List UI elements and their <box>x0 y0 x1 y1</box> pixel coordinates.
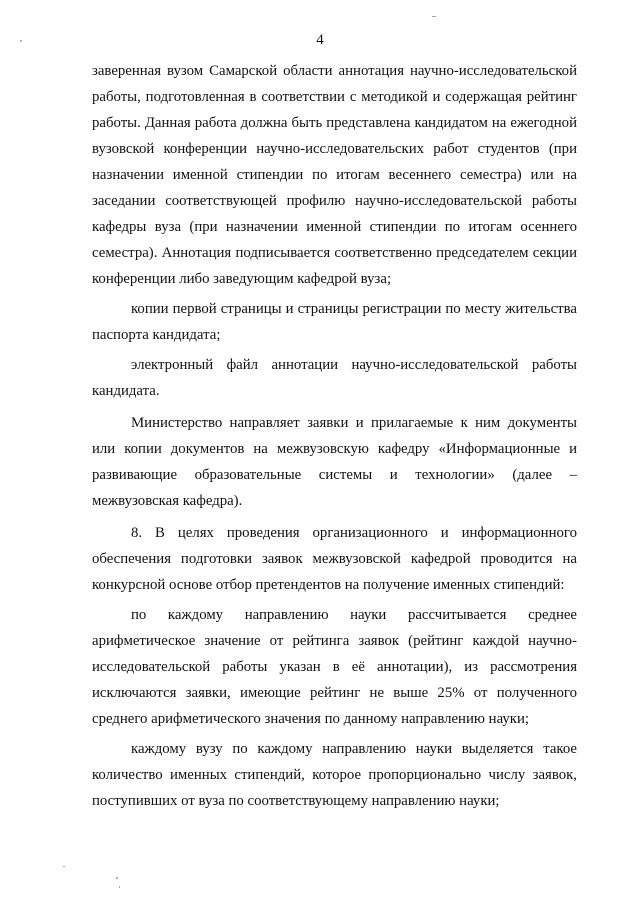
paragraph-ministry-sends: Министерство направляет заявки и прилагаемые к ним документы или копии документов на межвузовскую кафедру «Информационные и развивающие образовательные системы и технологии» (далее – межвузовская кафедра). <box>92 415 577 509</box>
paragraph-annotation-continuation: заверенная вузом Самарской области аннотация научно-исследовательской работы, подготовленная в соответствии с методикой и содержащая рейтинг работы. Данная работа должна быть представлена кандидатом на ежегодной вузовской конференции научно-исследовательских работ студентов (при назначении именной стипендии по итогам весеннего семестра) или на заседании соответствующей профилю научно-исследовательской работы кафедры вуза (при назначении именной стипендии по итогам осеннего семестра). Аннотация подписывается соответственно председателем секции конференции либо заведующим кафедрой вуза; <box>92 63 577 287</box>
document-body <box>92 58 577 814</box>
scan-speck <box>119 886 120 888</box>
paragraph-rating-average: по каждому направлению науки рассчитывается среднее арифметическое значение от рейтинга заявок (рейтинг каждой научно-исследовательской работы указан в её аннотации), из рассмотрения исключаются заявки, имеющие рейтинг не выше 25% от полученного среднего арифметического значения по данному направлению науки; <box>92 607 577 727</box>
scan-speck <box>63 866 65 867</box>
paragraph-electronic-file: электронный файл аннотации научно-исследовательской работы кандидата. <box>92 357 577 399</box>
paragraph-item-8: 8. В целях проведения организационного и информационного обеспечения подготовки заявок межвузовской кафедрой проводится на конкурсной основе отбор претендентов на получение именных стипендий: <box>92 525 577 593</box>
page-number: 4 <box>316 32 324 48</box>
scan-speck <box>20 40 22 42</box>
scan-speck <box>432 16 436 17</box>
paragraph-university-quota: каждому вузу по каждому направлению науки выделяется такое количество именных стипендий, которое пропорционально числу заявок, поступивших от вуза по соответствующему направлению науки; <box>92 741 577 809</box>
paragraph-passport-copies: копии первой страницы и страницы регистрации по месту жительства паспорта кандидата; <box>92 301 577 343</box>
scan-speck <box>116 877 118 879</box>
